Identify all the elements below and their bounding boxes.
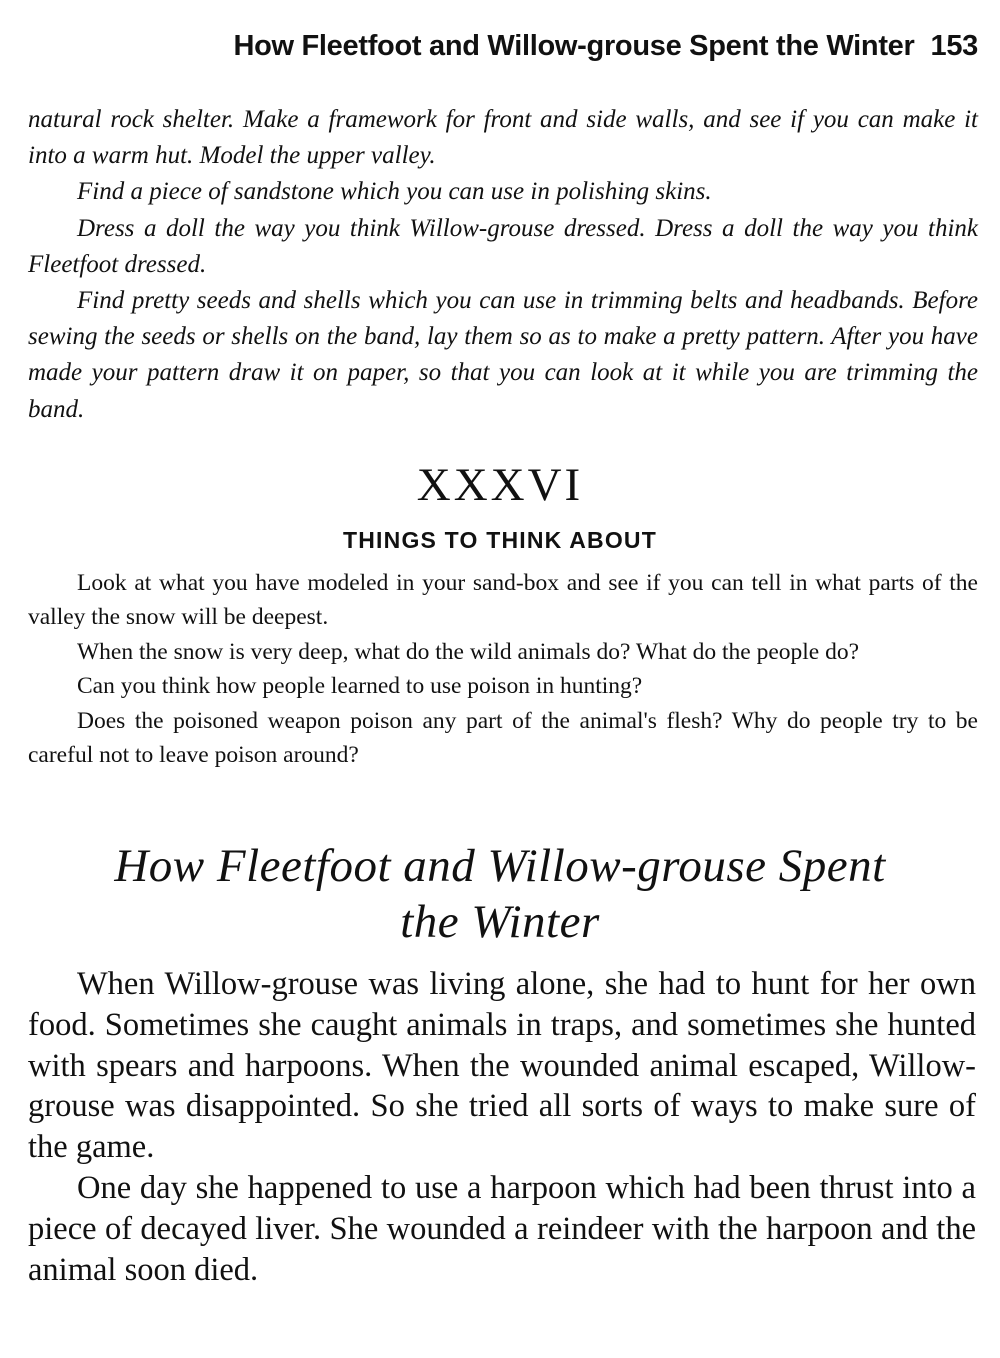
story-body [28,964,976,1290]
page-number: 153 [930,30,978,62]
story-title-line: the Winter [400,896,600,948]
question-paragraph: Look at what you have modeled in your sand-box and see if you can tell in what parts of the valley the snow will be deepest. [28,570,978,631]
story-title [0,838,1000,950]
activity-paragraph: Find pretty seeds and shells which you can use in trimming belts and headbands. Before sewing the seeds or shells on the band, lay them so as to make a pretty pattern. After you have made your pattern draw it on paper, so that you can look at it while you are trimming the band. [28,287,978,423]
questions-section [28,566,978,772]
running-head-title: How Fleetfoot and Willow-grouse Spent the Winter [233,30,915,62]
activities-section [28,102,978,428]
question-paragraph: Does the poisoned weapon poison any part of the animal's flesh? Why do people try to be careful not to leave poison around? [28,707,978,769]
activity-paragraph: natural rock shelter. Make a framework for front and side walls, and see if you can make it into a warm hut. Model the upper valley. [28,106,978,170]
chapter-number: XXXVI [416,459,584,511]
question-paragraph: When the snow is very deep, what do the wild animals do? What do the people do? [77,638,860,665]
story-paragraph: One day she happened to use a harpoon which had been thrust into a piece of decayed liver. She wounded a reindeer with the harpoon and the animal soon died. [28,1169,976,1288]
activity-paragraph: Find a piece of sandstone which you can use in polishing skins. [77,178,712,206]
story-title-line: How Fleetfoot and Willow-grouse Spent [114,840,886,892]
question-paragraph: Can you think how people learned to use poison in hunting? [77,673,643,700]
section-subheading: THINGS TO THINK ABOUT [343,527,657,553]
running-head [108,30,978,74]
activity-paragraph: Dress a doll the way you think Willow-grouse dressed. Dress a doll the way you think Fleetfoot dressed. [28,214,978,278]
story-paragraph: When Willow-grouse was living alone, she had to hunt for her own food. Sometimes she caught animals in traps, and sometimes she hunted with spears and harpoons. When the wounded animal escaped, Willow-grouse was disappointed. So she tried all sorts of ways to make sure of the game. [28,966,976,1166]
